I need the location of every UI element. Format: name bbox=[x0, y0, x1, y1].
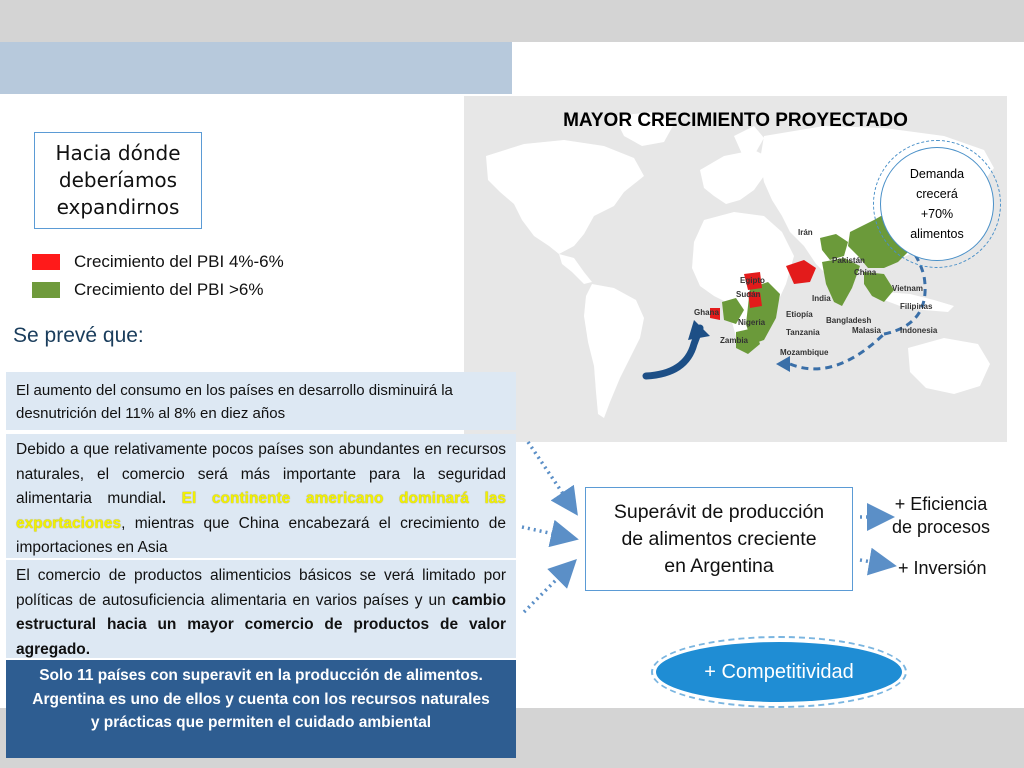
label-china: China bbox=[854, 268, 877, 277]
central-america-shape bbox=[559, 254, 592, 284]
legend-label-green: Crecimiento del PBI >6% bbox=[74, 280, 264, 299]
curved-arrow-head bbox=[688, 320, 710, 340]
argentina-surplus-box bbox=[6, 660, 516, 758]
map-title: MAYOR CRECIMIENTO PROYECTADO bbox=[563, 110, 908, 131]
legend-swatch-red bbox=[32, 254, 60, 270]
hacia-line-2: deberíamos bbox=[58, 168, 178, 192]
forecast-box-consumo bbox=[6, 372, 516, 430]
competitividad-label: + Competitividad bbox=[704, 660, 854, 683]
forecast-highlight-americas: El continente americano dominará las exportaciones bbox=[16, 490, 506, 532]
north-america-shape bbox=[486, 140, 644, 254]
growth-arrow-head bbox=[776, 356, 790, 372]
label-zambia: Zambia bbox=[720, 336, 749, 345]
forecast-box-autosuficiencia bbox=[6, 560, 516, 658]
competitividad-ellipse bbox=[656, 642, 902, 702]
label-tanzania: Tanzania bbox=[786, 328, 820, 337]
label-indonesia: Indonesia bbox=[900, 326, 938, 335]
forecast-text-3-bold: cambio estructural hacia un mayor comercio de productos de valor agregado. bbox=[16, 591, 506, 658]
label-india: India bbox=[812, 294, 831, 303]
header-dot bbox=[0, 42, 512, 94]
forecast-heading: Se prevé que: bbox=[13, 324, 144, 347]
label-egipto: Egipto bbox=[740, 276, 765, 285]
eficiencia-line-1: + Eficiencia bbox=[894, 494, 988, 514]
forecast-text-2-period: . bbox=[161, 490, 167, 508]
superavit-line-1: Superávit de producción bbox=[613, 501, 825, 523]
label-vietnam: Vietnam bbox=[892, 284, 923, 293]
superavit-line-3: en Argentina bbox=[664, 555, 774, 577]
demand-line-4: alimentos bbox=[910, 227, 964, 241]
expansion-question-box bbox=[34, 132, 202, 229]
hacia-line-3: expandirnos bbox=[56, 195, 180, 219]
hacia-line-1: Hacia dónde bbox=[55, 141, 181, 165]
label-etiopia: Etiopía bbox=[786, 310, 813, 319]
label-nigeria: Nigeria bbox=[738, 318, 766, 327]
forecast-text-2a: Debido a que relativamente pocos países son abundantes en recursos naturales, el comercio será más importante para la seguridad alimentaria mundial bbox=[16, 441, 506, 508]
label-bangladesh: Bangladesh bbox=[826, 316, 872, 325]
south-america-shape bbox=[584, 284, 644, 418]
australia-shape bbox=[908, 338, 990, 394]
superavit-line-2: de alimentos creciente bbox=[621, 528, 817, 550]
inversion-text: + Inversión bbox=[898, 558, 987, 578]
legend-swatch-green bbox=[32, 282, 60, 298]
legend-label-red: Crecimiento del PBI 4%-6% bbox=[74, 252, 284, 271]
demand-line-2: crecerá bbox=[916, 187, 958, 201]
demand-line-1: Demanda bbox=[909, 167, 965, 181]
label-pakistan: Pakistán bbox=[832, 256, 865, 265]
forecast-text-3a: El comercio de productos alimenticios básicos se verá limitado por políticas de autosuficiencia alimentaria en varios países y un bbox=[16, 567, 506, 609]
forecast-text-1: El aumento del consumo en los países en desarrollo disminuirá la desnutrición del 11% al 8% en diez años bbox=[16, 382, 453, 422]
label-filipinas: Filipinas bbox=[900, 302, 933, 311]
forecast-text-2b: , mientras que China encabezará el crecimiento de importaciones en Asia bbox=[16, 514, 506, 557]
forecast-box-comercio bbox=[6, 434, 516, 558]
eficiencia-text bbox=[892, 493, 990, 539]
eficiencia-line-2: de procesos bbox=[892, 517, 991, 537]
argentina-surplus-text: Solo 11 países con superavit en la producción de alimentos. Argentina es uno de ellos y cuenta con los recursos naturales y prácticas que permiten el cuidado ambiental bbox=[32, 667, 490, 731]
demand-line-3: +70% bbox=[920, 207, 954, 221]
label-ghana: Ghana bbox=[694, 308, 719, 317]
label-sudan: Sudán bbox=[736, 290, 761, 299]
label-iran: Irán bbox=[798, 228, 813, 237]
superavit-box bbox=[585, 487, 853, 591]
demand-circle bbox=[880, 147, 994, 261]
top-band bbox=[0, 0, 1024, 42]
label-malasia: Malasia bbox=[852, 326, 881, 335]
label-mozambique: Mozambique bbox=[780, 348, 829, 357]
